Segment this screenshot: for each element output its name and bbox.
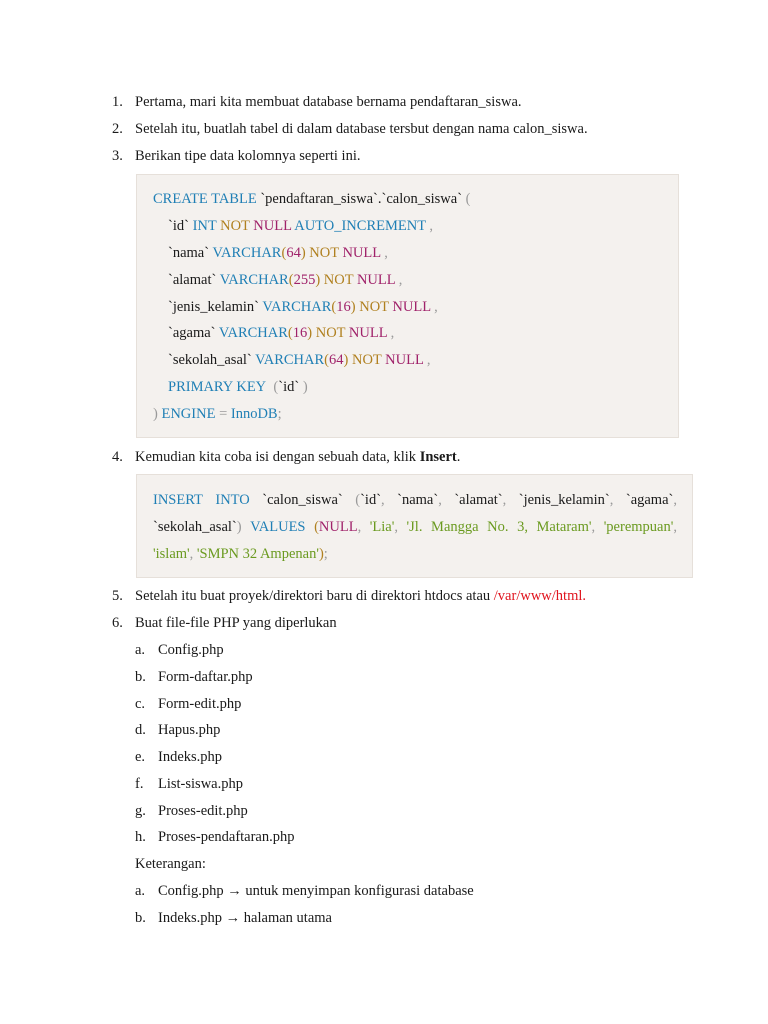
sql-paren: ( — [287, 325, 293, 341]
sql-paren: ) — [350, 299, 356, 315]
sql-keyword: VALUES — [250, 519, 306, 535]
file-name: Hapus.php — [158, 722, 221, 738]
file-name: Proses-pendaftaran.php — [158, 829, 295, 845]
sql-column: `nama`, — [397, 492, 442, 508]
sql-value: Mataram', — [536, 519, 596, 535]
sql-identifier: `alamat` — [168, 272, 217, 288]
sql-null: NULL — [392, 299, 431, 315]
sql-identifier: `nama` — [168, 245, 210, 261]
sql-number: 16 — [292, 325, 308, 341]
sql-not: NOT — [309, 245, 339, 261]
sublist-letter: a. — [135, 883, 146, 899]
arrow-icon: → — [225, 910, 241, 926]
sql-paren: ( — [273, 379, 279, 395]
list-text: Berikan tipe data kolomnya seperti ini. — [135, 148, 361, 164]
sql-identifier: `id` — [278, 379, 300, 395]
sublist-letter: h. — [135, 829, 146, 845]
sql-column: `alamat`, — [454, 492, 507, 508]
sql-comma: , — [429, 218, 434, 234]
sql-identifier: `calon_siswa` — [262, 492, 343, 508]
sql-paren: ) — [315, 272, 321, 288]
sql-paren: ) — [343, 352, 349, 368]
code-line — [168, 378, 308, 396]
list-number: 2. — [112, 121, 123, 137]
sql-column: `sekolah_asal`) — [153, 519, 242, 535]
sql-paren: ( — [281, 245, 287, 261]
sql-comma: , — [384, 245, 388, 261]
code-line — [168, 271, 402, 289]
sublist-letter: b. — [135, 669, 146, 685]
sql-keyword: AUTO_INCREMENT — [294, 218, 426, 234]
list-text: Buat file-file PHP yang diperlukan — [135, 615, 337, 631]
sql-not: NOT — [323, 272, 354, 288]
sql-value: Mangga — [431, 519, 479, 535]
code-line — [153, 491, 677, 509]
sql-not: NOT — [315, 325, 346, 341]
list-number: 4. — [112, 449, 123, 465]
sql-null: NULL — [253, 218, 292, 234]
sql-semicolon: ; — [277, 406, 282, 422]
sql-value: InnoDB — [230, 406, 278, 422]
sublist-letter: a. — [135, 642, 146, 658]
code-line — [168, 324, 394, 342]
file-name: Form-daftar.php — [158, 669, 253, 685]
list-number: 5. — [112, 588, 123, 604]
sql-not: NOT — [220, 218, 250, 234]
sql-value: 'islam' — [153, 546, 190, 562]
sql-type: VARCHAR — [219, 272, 289, 288]
sql-number: 64 — [329, 352, 344, 368]
sublist-letter: f. — [135, 776, 144, 792]
sql-paren: ( — [331, 299, 337, 315]
sql-null: NULL — [356, 272, 396, 288]
sql-type: INT — [192, 218, 217, 234]
file-name: Form-edit.php — [158, 696, 242, 712]
sql-identifier: `id` — [168, 218, 189, 234]
keterangan-desc — [158, 882, 474, 900]
sql-semicolon: ; — [323, 546, 328, 562]
file-name: Config.php — [158, 642, 224, 658]
code-line — [153, 405, 282, 423]
sql-paren: ) — [302, 379, 308, 395]
sql-keyword: INTO — [215, 492, 250, 508]
list-number: 3. — [112, 148, 123, 164]
code-line — [153, 190, 471, 208]
keterangan-text: Keterangan: — [135, 856, 206, 872]
sublist-letter: e. — [135, 749, 146, 765]
sublist-letter: c. — [135, 696, 146, 712]
sql-null: NULL — [348, 325, 388, 341]
list-text-part: Setelah itu buat proyek/direktori baru di direktori htdocs atau — [135, 588, 494, 604]
code-line — [153, 518, 677, 536]
sql-paren: ( — [465, 191, 471, 207]
code-line — [168, 351, 431, 369]
description: halaman utama — [243, 910, 332, 926]
list-text — [135, 587, 586, 605]
directory-path: /var/www/html. — [493, 588, 587, 604]
sql-equals: = — [219, 406, 228, 422]
sql-keyword: ENGINE — [161, 406, 216, 422]
file-name: Config.php — [158, 883, 224, 899]
sql-comma: , — [390, 325, 395, 341]
file-name: List-siswa.php — [158, 776, 243, 792]
sublist-letter: d. — [135, 722, 146, 738]
sql-identifier: `agama` — [168, 325, 216, 341]
sql-dot: . — [377, 191, 382, 207]
sql-value: 'Lia', — [369, 519, 398, 535]
code-line — [168, 217, 433, 235]
insert-label: Insert — [419, 449, 457, 465]
sql-type: VARCHAR — [255, 352, 325, 368]
list-text-part: . — [456, 449, 461, 465]
sublist-letter: g. — [135, 803, 146, 819]
sql-identifier: `calon_siswa` — [381, 191, 463, 207]
sql-keyword: INSERT — [153, 492, 203, 508]
sql-not: NOT — [351, 352, 382, 368]
sql-paren: ) — [300, 245, 306, 261]
sql-not: NOT — [359, 299, 389, 315]
sql-paren: ( — [288, 272, 294, 288]
arrow-icon: → — [227, 883, 242, 899]
sql-comma: , — [434, 299, 438, 315]
sql-paren: ) — [153, 406, 158, 422]
keterangan-desc — [158, 909, 332, 927]
sql-column: `jenis_kelamin`, — [518, 492, 614, 508]
code-line — [153, 545, 328, 563]
create-table-code-block — [136, 174, 679, 438]
list-text: Pertama, mari kita membuat database bernama pendaftaran_siswa. — [135, 94, 522, 110]
sql-comma: , — [398, 272, 403, 288]
file-name: Indeks.php — [158, 910, 223, 926]
list-number: 1. — [112, 94, 123, 110]
sql-identifier: `sekolah_asal` — [168, 352, 252, 368]
list-number: 6. — [112, 615, 123, 631]
list-text — [135, 448, 460, 466]
sql-number: 16 — [336, 299, 351, 315]
sql-null: NULL — [342, 245, 381, 261]
sql-comma: , — [189, 546, 194, 562]
sql-number: 255 — [293, 272, 316, 288]
sql-value: No. — [487, 519, 509, 535]
sql-null: NULL — [385, 352, 424, 368]
sql-paren: ) — [307, 325, 313, 341]
keterangan-label — [135, 855, 206, 873]
insert-code-block — [136, 474, 693, 578]
sql-column: `agama`, — [625, 492, 677, 508]
sql-type: VARCHAR — [262, 299, 332, 315]
sql-value: 3, — [517, 519, 528, 535]
sql-column: (`id`, — [355, 492, 385, 508]
sql-value: 'Jl. — [406, 519, 423, 535]
sql-type: VARCHAR — [212, 245, 282, 261]
sql-identifier: `pendaftaran_siswa` — [260, 191, 378, 207]
list-text: Setelah itu, buatlah tabel di dalam database tersbut dengan nama calon_siswa. — [135, 121, 588, 137]
description: untuk menyimpan konfigurasi database — [245, 883, 474, 899]
code-line — [168, 244, 388, 262]
sql-type: VARCHAR — [218, 325, 288, 341]
sql-number: 64 — [286, 245, 301, 261]
code-line — [168, 298, 438, 316]
sql-keyword: PRIMARY KEY — [168, 379, 267, 395]
sql-value: 'SMPN 32 Ampenan' — [196, 546, 319, 562]
file-name: Proses-edit.php — [158, 803, 248, 819]
sql-value: (NULL, — [314, 519, 362, 535]
sql-identifier: `jenis_kelamin` — [168, 299, 260, 315]
sql-value: 'perempuan', — [603, 519, 677, 535]
list-text-part: Kemudian kita coba isi dengan sebuah data, klik — [135, 449, 420, 465]
sql-paren: ) — [318, 546, 324, 562]
sql-comma: , — [426, 352, 431, 368]
sql-keyword: CREATE TABLE — [153, 191, 257, 207]
file-name: Indeks.php — [158, 749, 223, 765]
sublist-letter: b. — [135, 910, 146, 926]
sql-paren: ( — [324, 352, 329, 368]
